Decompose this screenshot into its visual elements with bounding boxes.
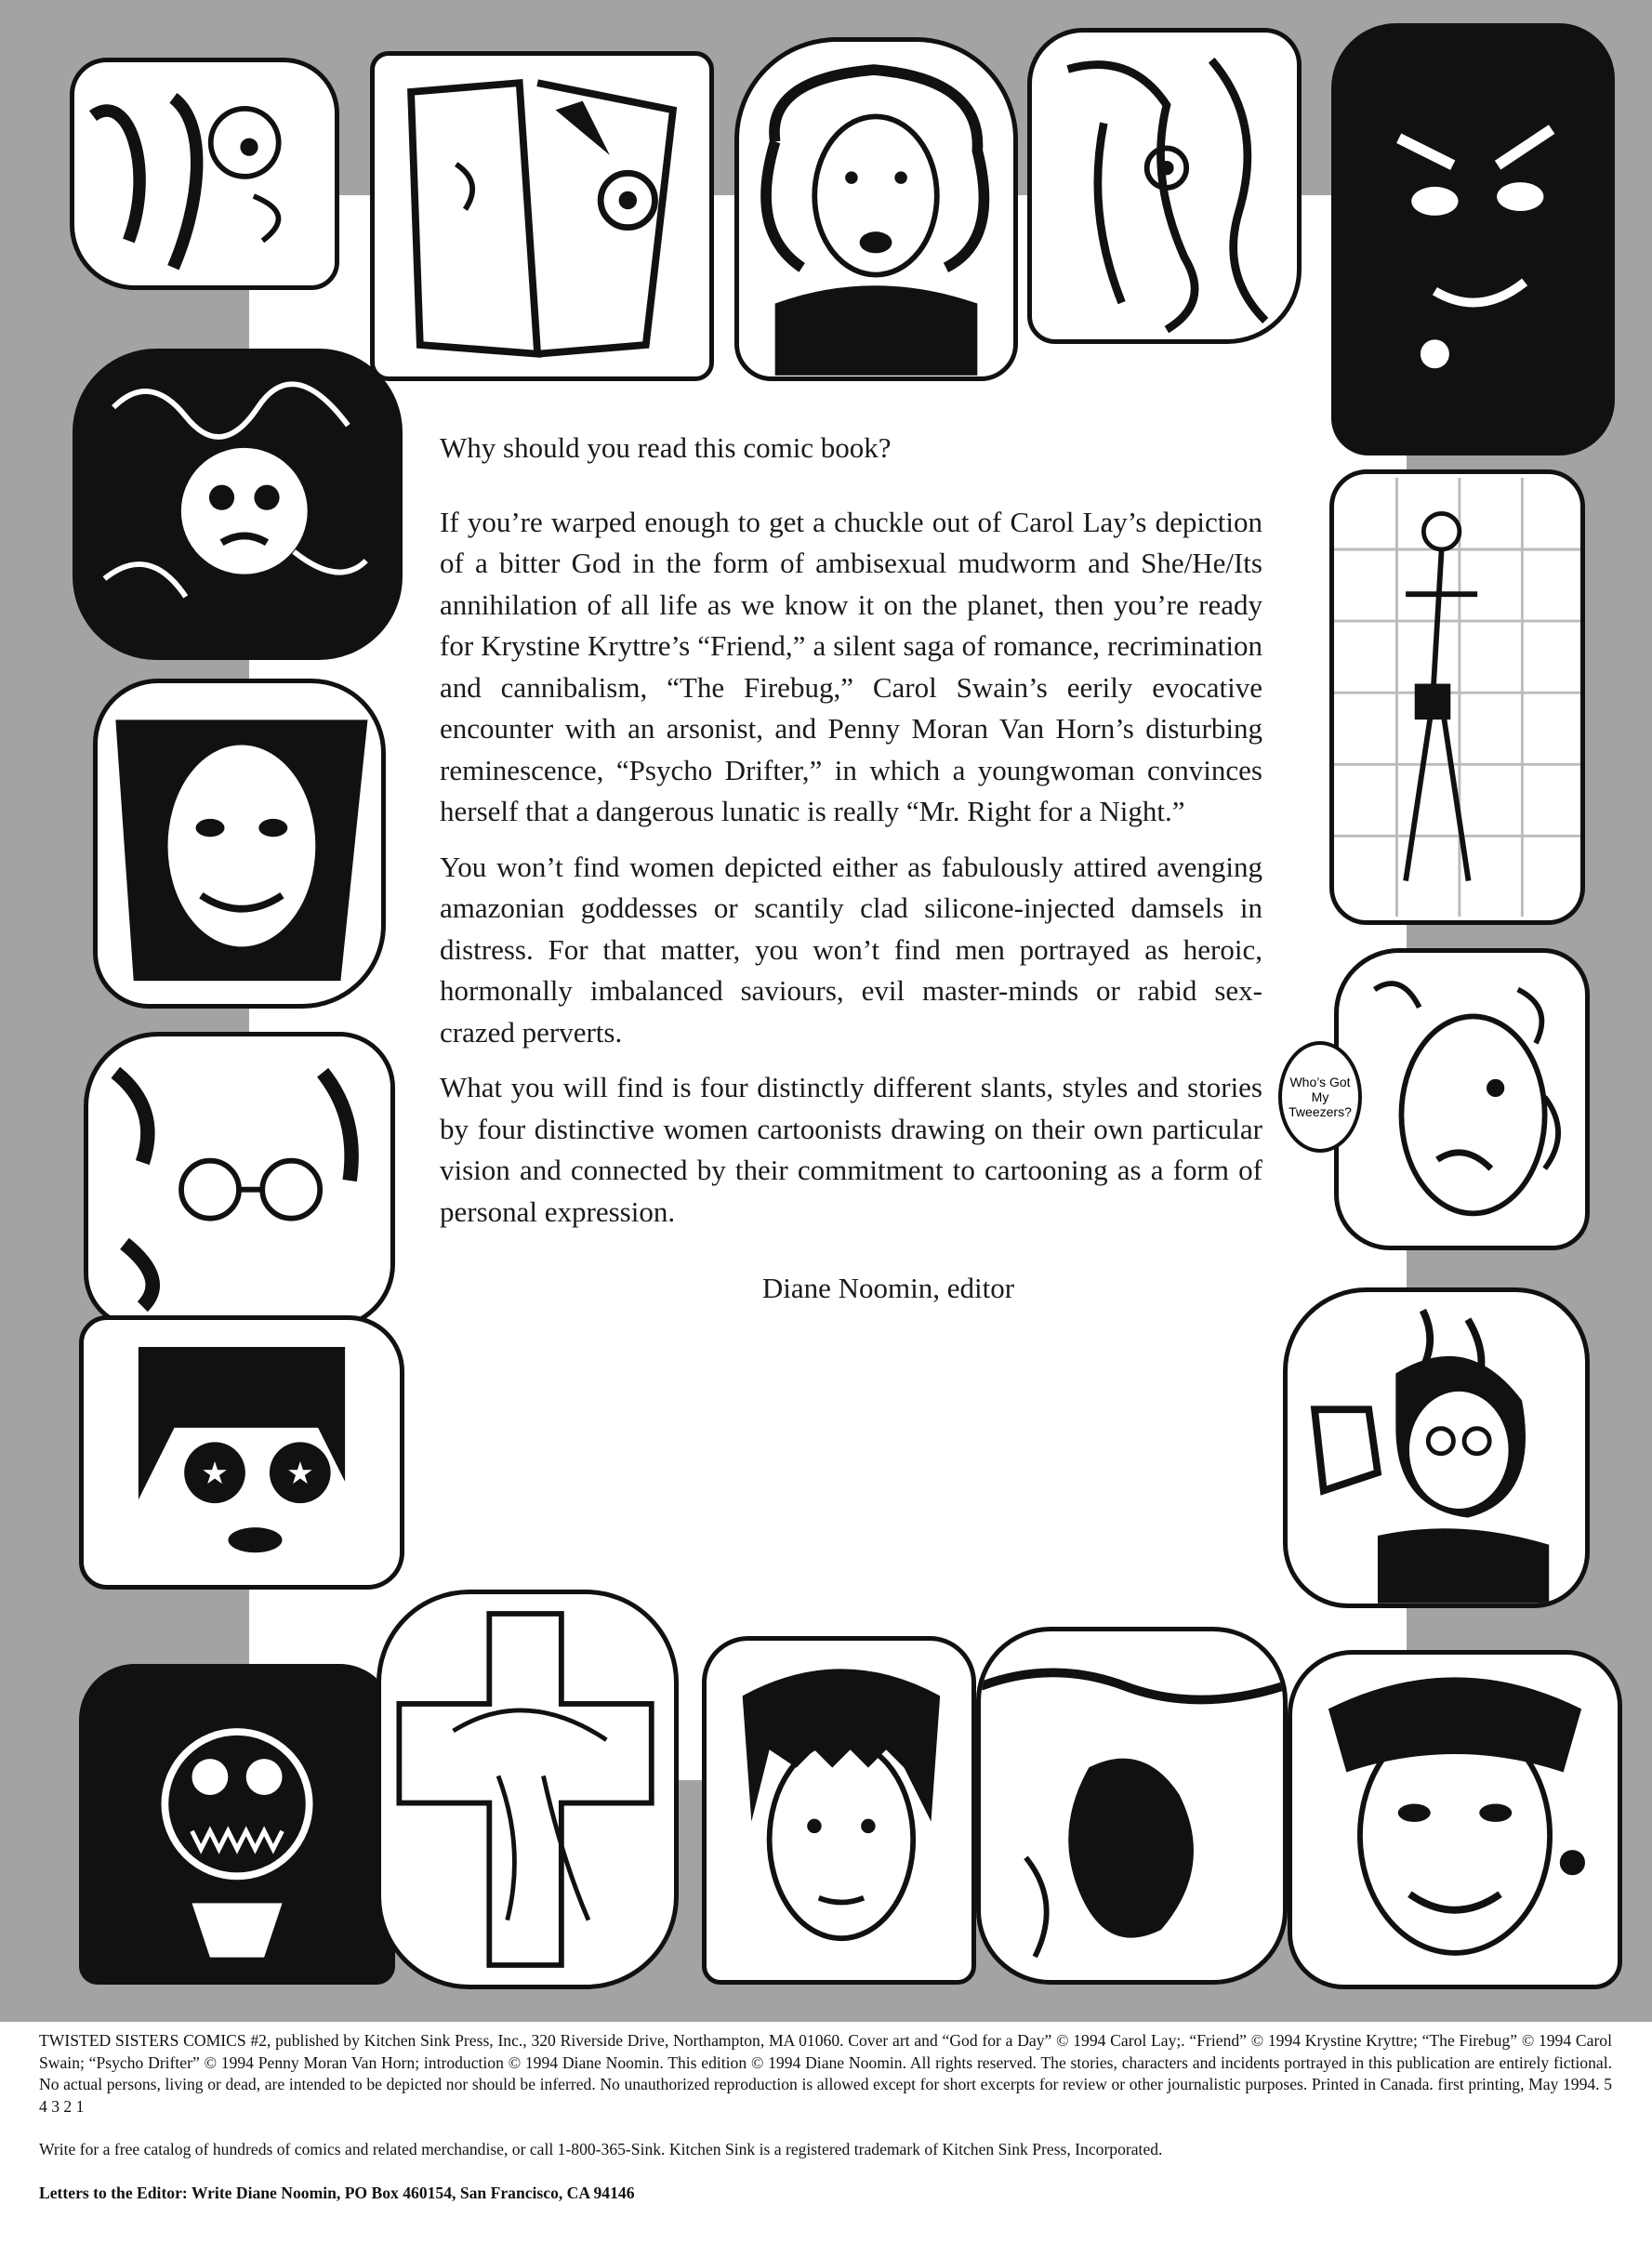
svg-text:★: ★ bbox=[286, 1457, 314, 1491]
puzzle-piece-puzzle-figure bbox=[1329, 469, 1585, 925]
puzzle-piece-tweezer-face bbox=[1334, 948, 1590, 1250]
puzzle-piece-star-glasses-woman bbox=[79, 1315, 404, 1590]
puzzle-piece-monster bbox=[79, 1664, 395, 1985]
intro-paragraph: If you’re warped enough to get a chuckle out of Carol Lay’s depiction of a bitter God in the form of ambisexual mudworm and She/He/Its annihilation of all life as we know it on the planet, then you’re ready for Krystine Kryttre’s “Friend,” a silent saga of romance, recrimination and cannibalism, “The Firebug,” Carol Swain’s eerily evocative encounter with an arsonist, and Penny Moran Van Horn’s disturbing reminescence, “Psycho Drifter,” in which a youngwoman convinces herself that a dangerous lunatic is really “Mr. Right for a Night.” bbox=[440, 505, 1262, 827]
speech-bubble bbox=[1278, 1041, 1362, 1153]
puzzle-piece-cubist-faces bbox=[370, 51, 714, 381]
puzzle-piece-cat-woman bbox=[1283, 1287, 1590, 1608]
letters-to-editor: Letters to the Editor: Write Diane Noomin, PO Box 460154, San Francisco, CA 94146 bbox=[39, 2183, 635, 2202]
editor-signature: Diane Noomin, editor bbox=[761, 1272, 1015, 1304]
intro-text bbox=[440, 428, 1262, 1324]
puzzle-piece-smiling-woman bbox=[1288, 1650, 1622, 1989]
puzzle-piece-curly-hair-woman bbox=[734, 37, 1018, 381]
puzzle-piece-dark-face bbox=[1331, 23, 1615, 455]
credits-footer bbox=[39, 2030, 1612, 2204]
puzzle-piece-worm-girl bbox=[73, 349, 403, 660]
speech-bubble-text: Who’s Got My Tweezers? bbox=[1289, 1075, 1352, 1119]
intro-question: Why should you read this comic book? bbox=[440, 431, 892, 464]
catalog-notice: Write for a free catalog of hundreds of comics and related merchandise, or call 1-800-365-Sink. Kitchen Sink is a registered trademark of Kitchen Sink Press, Incorporated. bbox=[39, 2140, 1163, 2158]
puzzle-piece-glasses-man bbox=[84, 1032, 395, 1329]
intro-paragraph: What you will find is four distinctly different slants, styles and stories by four distinctive women cartoonists drawing on their own particular vision and connected by their commitment to cartooning as a form of personal expression. bbox=[440, 1071, 1262, 1228]
puzzle-piece-bangs-girl bbox=[702, 1636, 976, 1985]
puzzle-piece-cross-figures bbox=[377, 1590, 679, 1989]
puzzle-piece-long-hair-woman bbox=[1027, 28, 1302, 344]
intro-paragraph: You won’t find women depicted either as fabulously attired avenging amazonian goddesses or scantily clad silicone-injected damsels in distress. For that matter, you won’t find men portrayed as heroic, hormonally imbalanced saviours, evil master-minds or rabid sex-crazed perverts. bbox=[440, 850, 1262, 1049]
svg-text:★: ★ bbox=[201, 1457, 229, 1491]
puzzle-piece-crouching-figure bbox=[976, 1627, 1288, 1985]
puzzle-piece-grinning-man bbox=[93, 679, 386, 1009]
legal-notice: TWISTED SISTERS COMICS #2, published by Kitchen Sink Press, Inc., 320 Riverside Drive, Northampton, MA 01060. Cover art and “God for a Day” © 1994 Carol Lay;. “Friend” © 1994 Krystine Kryttre; “The Firebug” © 1994 Carol Swain; “Psycho Drifter” © 1994 Penny Moran Van Horn; introduction © 1994 Diane Noomin. This edition © 1994 Diane Noomin. All rights reserved. The stories, characters and incidents portrayed in this publication are entirely fictional. No actual persons, living or dead, are intended to be depicted nor should be inferred. No unauthorized reproduction is allowed except for short excerpts for review or other journalistic purposes. Printed in Canada. first printing, May 1994. 5 4 3 2 1 bbox=[39, 2031, 1612, 2116]
puzzle-piece-profile-face bbox=[70, 58, 339, 290]
